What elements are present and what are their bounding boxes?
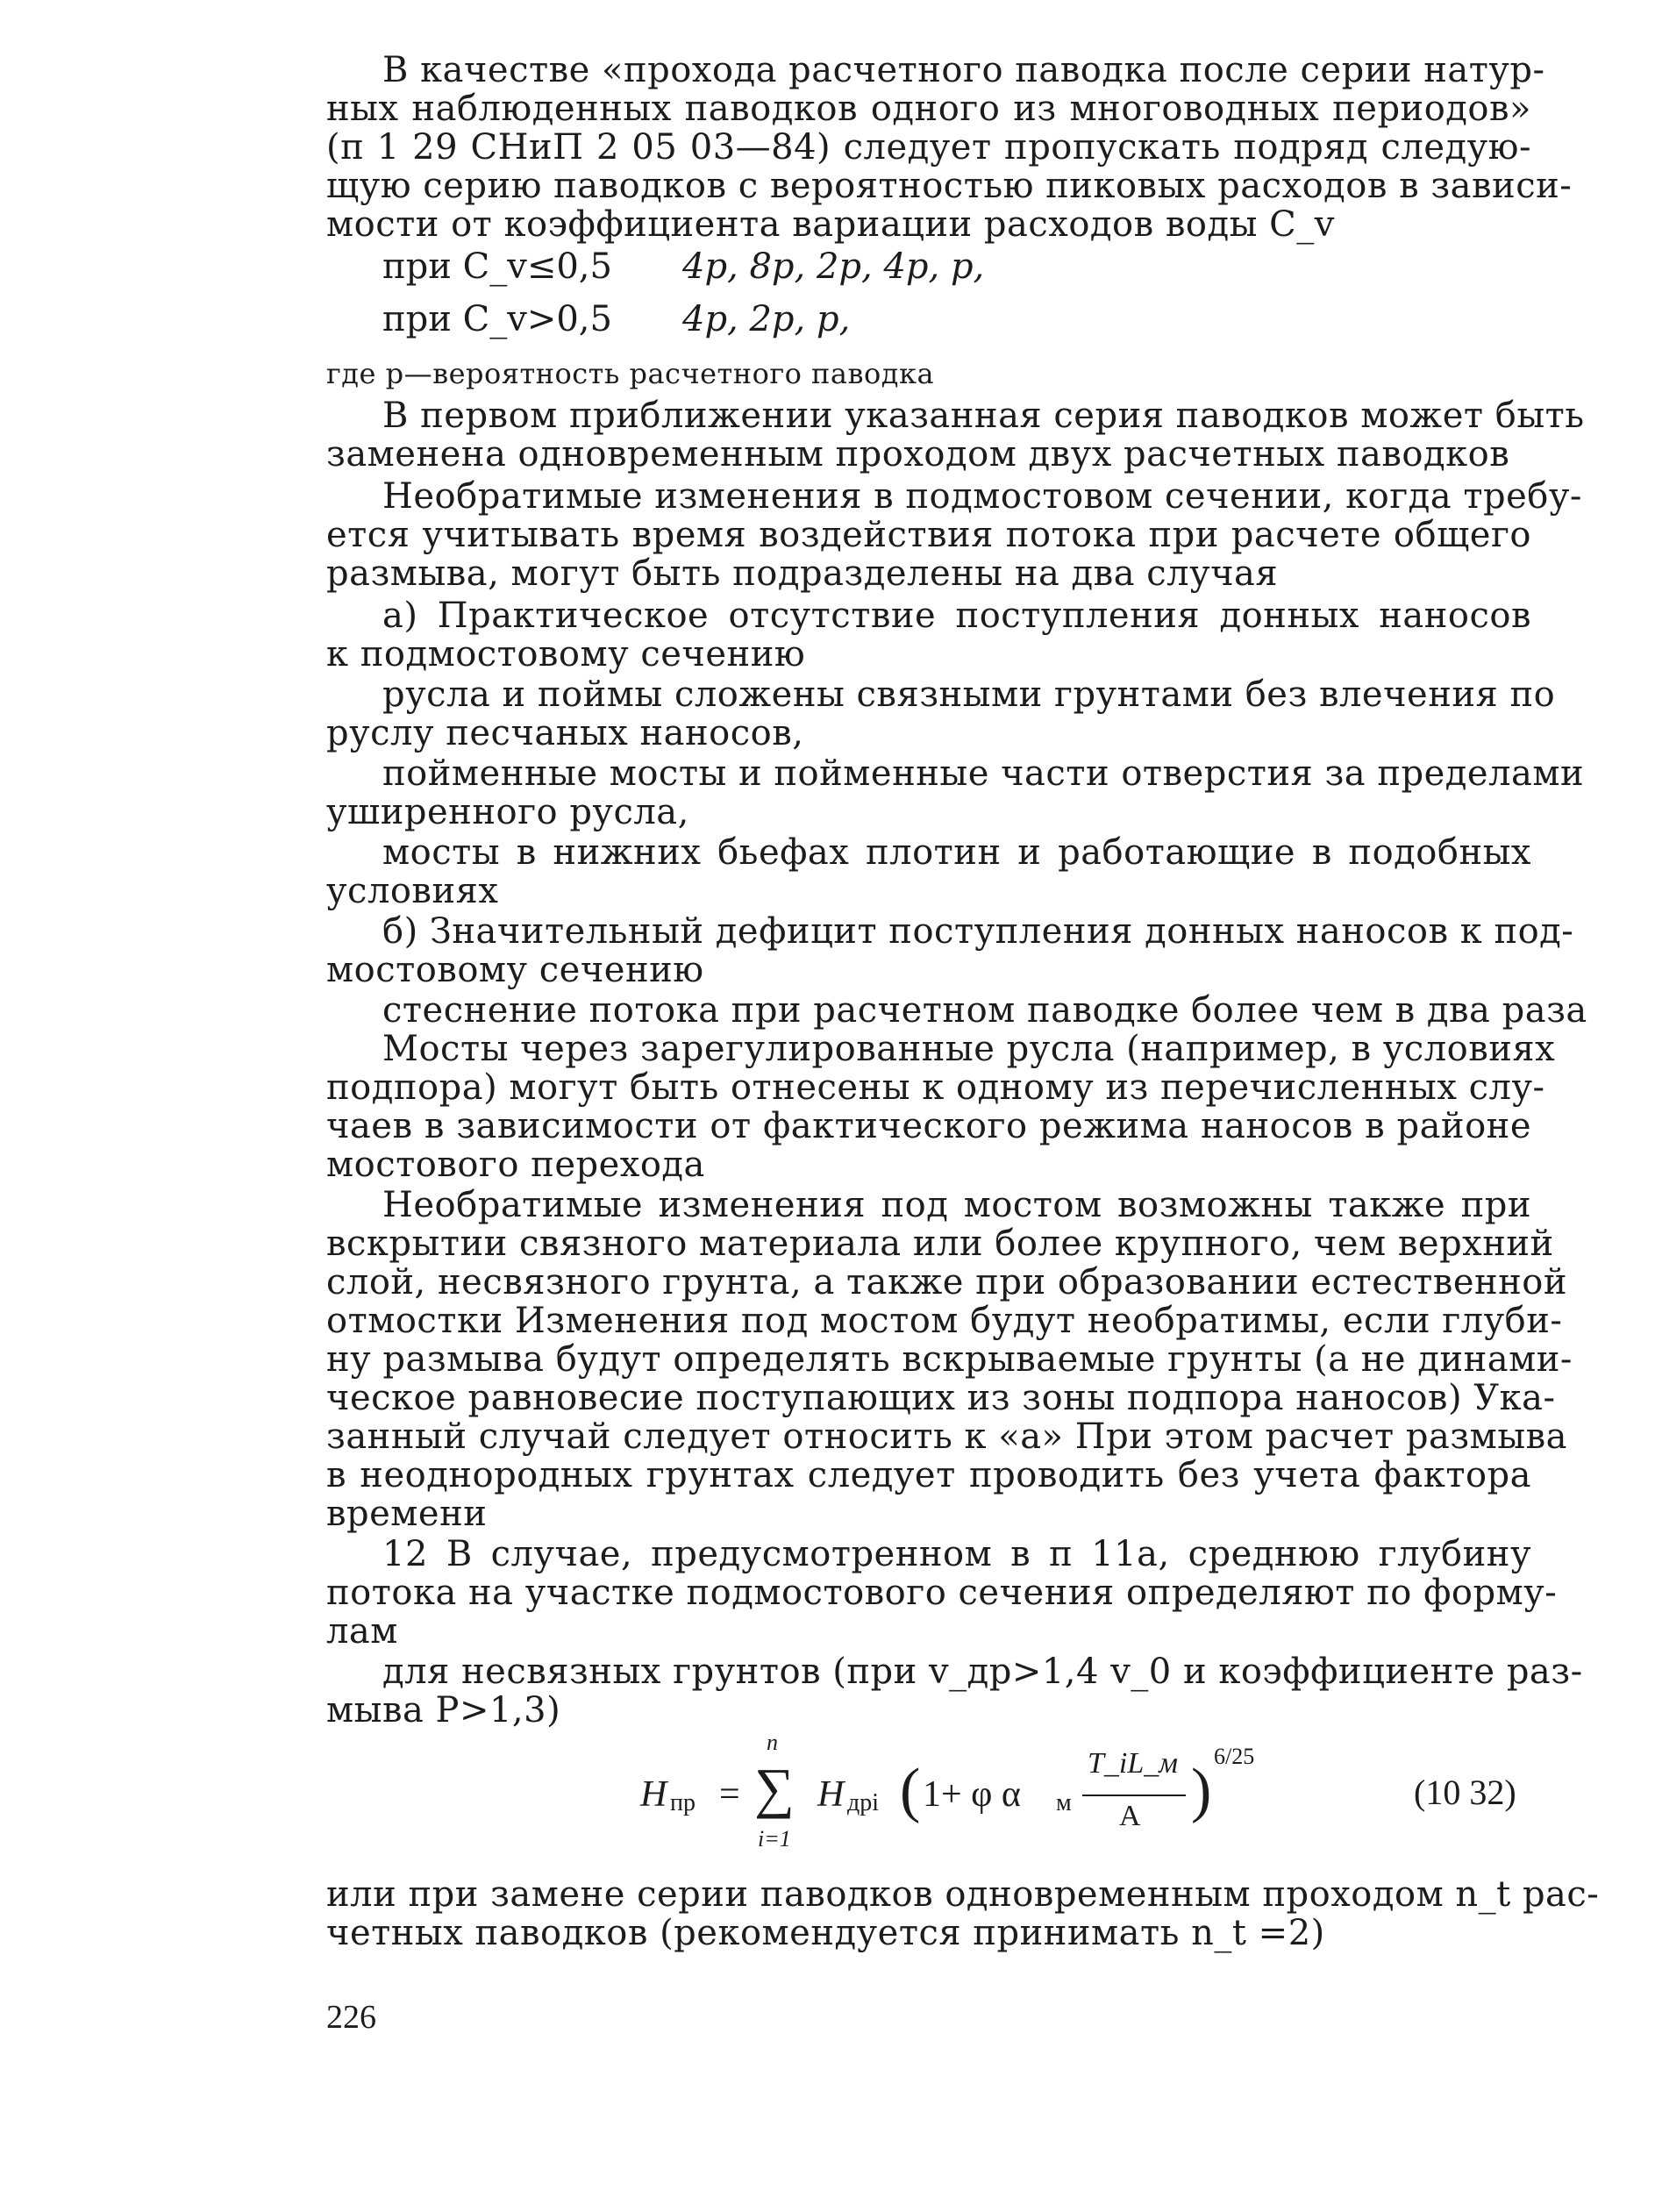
- formula-alpha-sub: м: [1056, 1789, 1072, 1816]
- text-line: слой, несвязного грунта, а также при образовании естественной: [326, 1262, 1568, 1302]
- text-line: подпора) могут быть отнесены к одному из перечисленных слу-: [326, 1067, 1545, 1108]
- formula-term-sub: дрi: [847, 1789, 880, 1816]
- text-line: руслу песчаных наносов,: [326, 713, 804, 753]
- text-line: б) Значительный дефицит поступления донных наносов к под-: [382, 911, 1574, 952]
- text-line: ческое равновесие поступающих из зоны подпора наносов) Ука-: [326, 1378, 1556, 1418]
- text-line: потока на участке подмостового сечения определяют по форму-: [326, 1573, 1558, 1613]
- text-line: в неоднородных грунтах следует проводить без учета фактора: [326, 1455, 1531, 1495]
- text-line: заменена одновременным проходом двух расчетных паводков: [326, 434, 1510, 475]
- text-line: отмостки Изменения под мостом будут необратимы, если глуби-: [326, 1301, 1563, 1341]
- text-line: четных паводков (рекомендуется принимать n_t =2): [326, 1913, 1325, 1953]
- text-line: ну размыва будут определять вскрываемые грунты (а не динами-: [326, 1339, 1573, 1380]
- formula-close-paren: ): [1191, 1757, 1212, 1824]
- text-line: времени: [326, 1494, 488, 1534]
- text-line: пойменные мосты и пойменные части отверстия за пределами: [382, 753, 1585, 794]
- formula-lhs-sub: пр: [670, 1789, 696, 1816]
- condition-label: при C_v>0,5: [382, 299, 612, 339]
- formula-frac-den: A: [1119, 1800, 1141, 1832]
- formula-frac-bar: [1082, 1795, 1186, 1796]
- text-line: ных наблюденных паводков одного из многоводных периодов»: [326, 89, 1531, 129]
- text-line: мосты в нижних бьефах плотин и работающие в подобных: [382, 832, 1531, 873]
- text-line: мыва P>1,3): [326, 1690, 561, 1730]
- text-line: условиях: [326, 871, 499, 911]
- text-line: занный случай следует относить к «а» При этом расчет размыва: [326, 1416, 1567, 1457]
- formula-lhs: H: [640, 1774, 667, 1815]
- formula-frac-num: T_iL_м: [1088, 1747, 1178, 1780]
- text-line: В первом приближении указанная серия паводков может быть: [382, 396, 1585, 436]
- formula-sum-sign: ∑: [754, 1757, 795, 1819]
- text-line: Необратимые изменения в подмостовом сечении, когда требу-: [382, 476, 1582, 517]
- formula-open-paren: (: [900, 1757, 921, 1824]
- text-line: к подмостовому сечению: [326, 634, 806, 674]
- text-line: уширенного русла,: [326, 792, 689, 832]
- text-line: размыва, могут быть подразделены на два случая: [326, 553, 1279, 594]
- formula-10-32: [631, 1730, 1255, 1870]
- text-line: Мосты через зарегулированные русла (например, в условиях: [382, 1029, 1556, 1069]
- page-number: 226: [326, 1999, 376, 2036]
- text-line: ется учитывать время воздействия потока при расчете общего: [326, 515, 1531, 555]
- condition-value: 4p, 2p, p,: [682, 299, 851, 339]
- text-line: для несвязных грунтов (при v_др>1,4 v_0 и коэффициенте раз-: [382, 1652, 1583, 1692]
- text-line: или при замене серии паводков одновременным проходом n_t рас-: [326, 1874, 1600, 1915]
- text-line: (п 1 29 СНиП 2 05 03—84) следует пропускать подряд следую-: [326, 127, 1531, 168]
- equation-number: (10 32): [1414, 1773, 1516, 1812]
- text-line: а) Практическое отсутствие поступления донных наносов: [382, 596, 1531, 636]
- text-line: вскрытии связного материала или более крупного, чем верхний: [326, 1224, 1554, 1264]
- text-line: русла и поймы сложены связными грунтами без влечения по: [382, 674, 1556, 715]
- text-line: мостового перехода: [326, 1145, 705, 1185]
- text-line: стеснение потока при расчетном паводке более чем в два раза: [382, 990, 1587, 1031]
- text-line: чаев в зависимости от фактического режима наносов в районе: [326, 1106, 1531, 1146]
- condition-value: 4p, 8p, 2p, 4p, p,: [682, 246, 985, 287]
- formula-sum-top: n: [767, 1730, 778, 1755]
- condition-label: при C_v≤0,5: [382, 246, 612, 287]
- text-line: 12 В случае, предусмотренном в п 11а, среднюю глубину: [382, 1534, 1531, 1574]
- formula-one-plus: 1+ φ α: [923, 1774, 1021, 1815]
- text-line: щую серию паводков с вероятностью пиковых расходов в зависи-: [326, 166, 1573, 206]
- text-line: мостовому сечению: [326, 950, 704, 990]
- formula-sum-bottom: i=1: [758, 1826, 791, 1852]
- text-line: Необратимые изменения под мостом возможны также при: [382, 1185, 1531, 1225]
- text-line: мости от коэффициента вариации расходов воды C_v: [326, 204, 1335, 245]
- text-line: В качестве «прохода расчетного паводка после серии натур-: [382, 50, 1545, 90]
- formula-power: 6/25: [1214, 1744, 1255, 1769]
- formula-equals: =: [719, 1774, 740, 1815]
- text-line: лам: [326, 1611, 398, 1652]
- note-line: где p—вероятность расчетного паводка: [326, 357, 935, 390]
- formula-term: H: [817, 1774, 845, 1815]
